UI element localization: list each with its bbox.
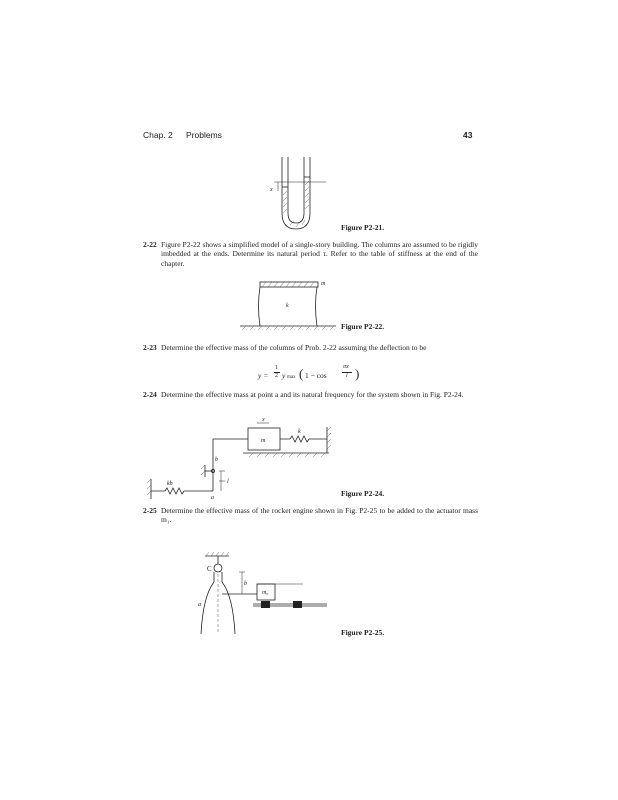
eq-paren-close: ) xyxy=(355,366,360,381)
running-head-chapter: Chap. 2 xyxy=(143,130,173,140)
running-head-section: Problems xyxy=(186,130,222,140)
problem-number: 2-25 xyxy=(143,506,157,515)
fig25-label-a: a xyxy=(198,602,201,608)
fig24-label-a: a xyxy=(211,495,214,501)
eq-ymax: y xyxy=(282,371,286,380)
fig25-label-m0: m₀ xyxy=(262,590,269,596)
fig24-label-m: m xyxy=(261,438,266,444)
page-number: 43 xyxy=(463,130,473,140)
eq-frac-den: l xyxy=(346,373,348,379)
fig22-label-k: k xyxy=(286,303,289,309)
eq-frac-num: πx xyxy=(343,364,349,370)
fig24-label-l: l xyxy=(227,479,229,485)
problem-text: Figure P2-22 shows a simplified model of a single-story building. The columns are assumed to be rigidly imbedded at the ends. Determine its natural period τ. Refer to the table of stiffness at the end of the chapter. xyxy=(161,240,478,268)
figure-p2-22-caption: Figure P2-22. xyxy=(341,322,385,331)
fig25-label-c: C xyxy=(207,565,212,573)
problem-number: 2-24 xyxy=(143,390,157,399)
problem-2-23 xyxy=(143,343,478,352)
fig22-label-m: m xyxy=(321,281,326,287)
problem-number: 2-23 xyxy=(143,343,157,352)
fig24-label-kb: kb xyxy=(167,481,173,487)
problem-2-25 xyxy=(143,506,478,525)
figure-p2-21-caption: Figure P2-21. xyxy=(341,223,385,232)
figure-p2-25-caption: Figure P2-25. xyxy=(341,628,385,637)
problem-2-24 xyxy=(143,390,478,399)
problem-text: Determine the effective mass of the columns of Prob. 2-22 assuming the deflection to be xyxy=(161,343,427,352)
figure-p2-24-caption: Figure P2-24. xyxy=(341,489,385,498)
eq-half-den: 2 xyxy=(275,373,278,379)
figure-p2-22-building xyxy=(240,280,340,332)
eq-one-minus-cos: 1 − cos xyxy=(305,371,327,380)
figure-p2-21-u-tube xyxy=(260,155,340,235)
eq-ymax-sub: max xyxy=(287,375,296,380)
fig21-label-x: x xyxy=(270,187,273,193)
eq-lhs: y = xyxy=(258,371,269,380)
fig24-label-x: x xyxy=(262,417,265,423)
figure-p2-24-lever-system xyxy=(145,415,340,500)
fig24-label-k: k xyxy=(298,429,301,435)
eq-paren-open: ( xyxy=(299,366,304,381)
problem-2-22 xyxy=(143,240,478,268)
figure-p2-25-rocket-engine xyxy=(195,548,335,638)
fig24-label-b: b xyxy=(215,457,218,463)
eq-half-num: 1 xyxy=(275,365,278,371)
problem-text: Determine the effective mass at point a and its natural frequency for the system shown in Fig. P2-24. xyxy=(161,390,464,399)
problem-text: Determine the effective mass of the rocket engine shown in Fig. P2-25 to be added to the actuator mass m₁. xyxy=(161,506,478,525)
fig25-label-b: b xyxy=(244,581,247,587)
problem-number: 2-22 xyxy=(143,240,157,249)
